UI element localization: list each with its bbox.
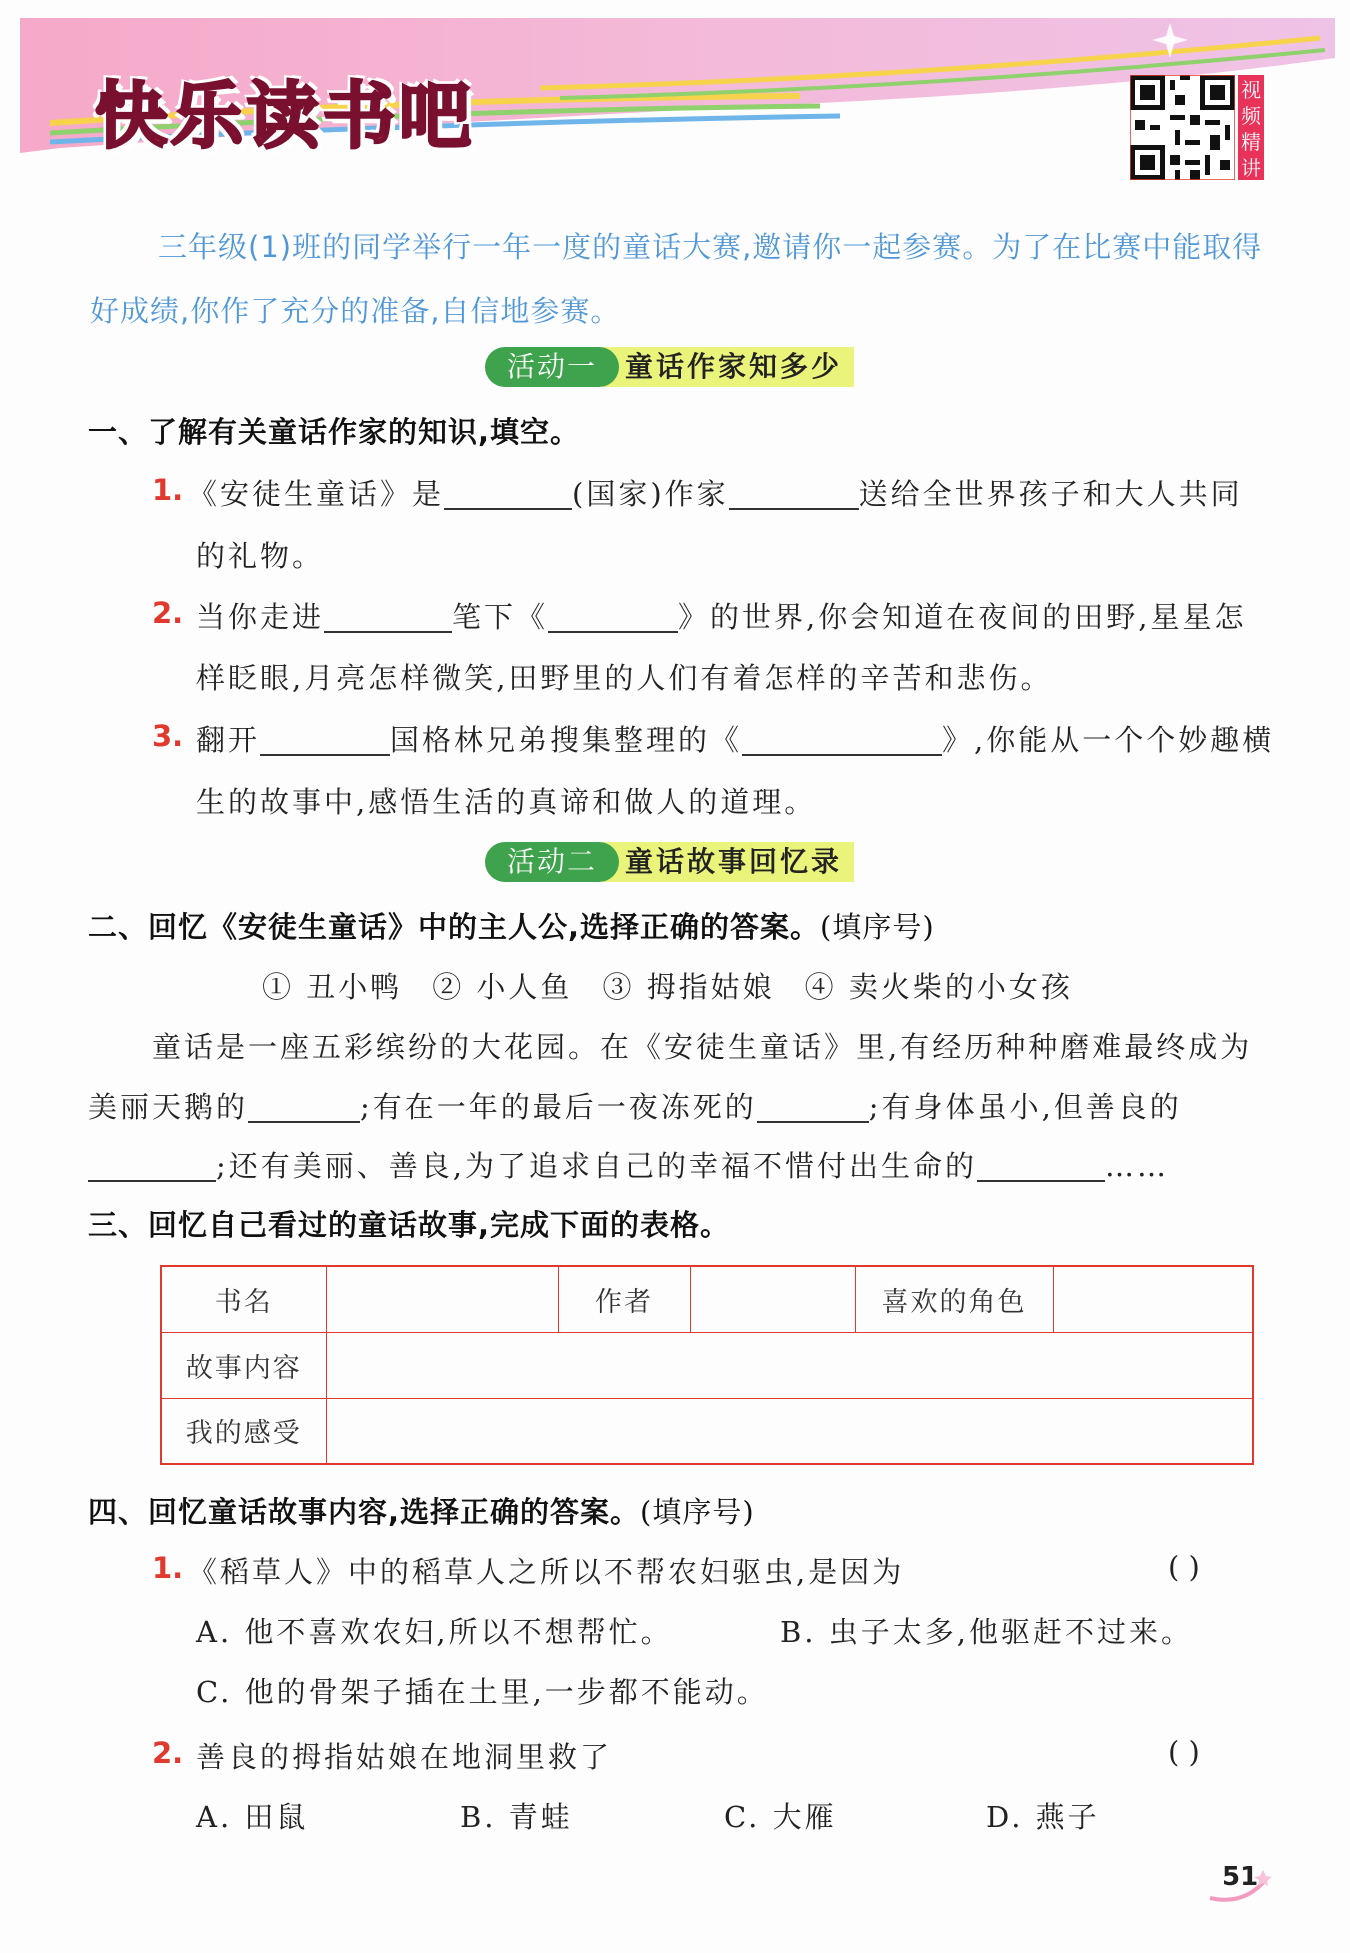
s4-q1-number: 1.: [152, 1551, 184, 1585]
s1-q1-text-c: 送给全世界孩子和大人共同: [858, 477, 1243, 511]
option-3: ③ 拇指姑娘: [602, 970, 775, 1004]
s2-blank-2[interactable]: [757, 1093, 869, 1123]
option-4: ④ 卖火柴的小女孩: [804, 970, 1073, 1004]
activity2-title: 童话故事回忆录: [603, 842, 854, 882]
s1-q2-blank-book[interactable]: [548, 603, 678, 633]
option-1: ① 丑小鸭: [262, 970, 403, 1004]
page-title: 快乐读书吧: [95, 74, 476, 158]
table-label-content: 故事内容: [161, 1332, 326, 1398]
s4-q2-stem: 善良的拇指姑娘在地洞里救了: [196, 1740, 613, 1774]
s4-q2-option-b: B. 青蛙: [460, 1800, 573, 1834]
s2-text-d: ;还有美丽、善良,为了追求自己的幸福不惜付出生命的: [216, 1149, 977, 1183]
table-input-feeling[interactable]: [326, 1398, 1253, 1464]
s1-q2-line1: [196, 595, 1246, 636]
section4-heading: [88, 1490, 755, 1531]
section2-heading-text: 二、回忆《安徒生童话》中的主人公,选择正确的答案。: [88, 910, 821, 944]
s1-q3-number: 3.: [152, 719, 184, 753]
s1-q3-text-c: 》,你能从一个个妙趣横: [942, 723, 1275, 757]
table-input-author[interactable]: [690, 1266, 855, 1332]
section2-options: [262, 965, 1073, 1006]
table-label-book: 书名: [161, 1266, 326, 1332]
s4-q2-option-c: C. 大雁: [724, 1800, 837, 1834]
s2-text-e: ……: [1105, 1149, 1169, 1183]
s2-paragraph-line1: 童话是一座五彩缤纷的大花园。在《安徒生童话》里,有经历种种磨难最终成为: [152, 1030, 1253, 1064]
s1-q2-text-c: 》的世界,你会知道在夜间的田野,星星怎: [678, 600, 1247, 634]
s1-q2-number: 2.: [152, 596, 184, 630]
section2-heading-note: (填序号): [820, 910, 935, 944]
s4-q1-option-a: A. 他不喜欢农妇,所以不想帮忙。: [196, 1615, 673, 1649]
s4-q2-option-a: A. 田鼠: [196, 1800, 309, 1834]
s4-q1-answer-paren[interactable]: ( ): [1168, 1550, 1200, 1584]
s2-paragraph-line2: [88, 1085, 1182, 1126]
intro-paragraph: 三年级(1)班的同学举行一年一度的童话大赛,邀请你一起参赛。为了在比赛中能取得好成绩,你作了充分的准备,自信地参赛。: [90, 230, 1263, 328]
activity1-tag: 活动一: [485, 347, 619, 387]
s1-q3-blank-country[interactable]: [260, 726, 390, 756]
s1-q1-line2: 的礼物。: [196, 539, 325, 573]
s1-q3-line1: [196, 718, 1274, 759]
s4-q2-number: 2.: [152, 1736, 184, 1770]
s2-text-c: ;有身体虽小,但善良的: [868, 1090, 1182, 1124]
s1-q3-text-b: 国格林兄弟搜集整理的《: [390, 723, 743, 757]
table-label-feeling: 我的感受: [161, 1398, 326, 1464]
table-input-content[interactable]: [326, 1332, 1253, 1398]
s1-q2-blank-author[interactable]: [324, 603, 452, 633]
s1-q1-number: 1.: [152, 473, 184, 507]
s1-q3-blank-book[interactable]: [742, 726, 942, 756]
option-2: ② 小人鱼: [432, 970, 573, 1004]
s2-blank-4[interactable]: [977, 1152, 1105, 1182]
s1-q1-text-a: 《安徒生童话》是: [188, 477, 445, 511]
s1-q2-text-a: 当你走进: [196, 600, 325, 634]
s2-blank-3[interactable]: [88, 1152, 216, 1182]
s1-q1-blank-country[interactable]: [444, 480, 572, 510]
activity1-banner: [485, 345, 854, 389]
table-label-role: 喜欢的角色: [855, 1266, 1053, 1332]
section1-heading: 一、了解有关童话作家的知识,填空。: [88, 415, 581, 449]
s1-q3-text-a: 翻开: [196, 723, 261, 757]
s2-text-a: 美丽天鹅的: [88, 1090, 249, 1124]
s1-q2-text-b: 笔下《: [452, 600, 549, 634]
s2-paragraph-line3: [88, 1144, 1169, 1185]
s4-q1-stem: 《稻草人》中的稻草人之所以不帮农妇驱虫,是因为: [188, 1555, 905, 1589]
s1-q1-text-b: (国家)作家: [572, 477, 729, 511]
page-number: 51: [1222, 1862, 1259, 1892]
table-label-author: 作者: [558, 1266, 690, 1332]
activity2-tag: 活动二: [485, 842, 619, 882]
s2-blank-1[interactable]: [248, 1093, 360, 1123]
s2-text-b: ;有在一年的最后一夜冻死的: [360, 1090, 757, 1124]
s4-q1-option-b: B. 虫子太多,他驱赶不过来。: [780, 1615, 1193, 1649]
s1-q2-line2: 样眨眼,月亮怎样微笑,田野里的人们有着怎样的辛苦和悲伤。: [196, 661, 1053, 695]
qr-video-label: 视频精讲: [1238, 75, 1264, 180]
story-table: [160, 1265, 1254, 1465]
section4-heading-note: (填序号): [640, 1495, 755, 1529]
s4-q2-answer-paren[interactable]: ( ): [1168, 1735, 1200, 1769]
s1-q1-blank-author[interactable]: [729, 480, 859, 510]
table-input-book[interactable]: [326, 1266, 558, 1332]
table-input-role[interactable]: [1053, 1266, 1253, 1332]
qr-code-icon[interactable]: [1130, 75, 1235, 180]
s4-q2-option-d: D. 燕子: [986, 1800, 1100, 1834]
activity1-title: 童话作家知多少: [603, 347, 854, 387]
s1-q1-line1: [188, 472, 1243, 513]
section2-heading: [88, 905, 935, 946]
s1-q3-line2: 生的故事中,感悟生活的真谛和做人的道理。: [196, 785, 817, 819]
activity2-banner: [485, 840, 854, 884]
section3-heading: 三、回忆自己看过的童话故事,完成下面的表格。: [88, 1208, 731, 1242]
section4-heading-text: 四、回忆童话故事内容,选择正确的答案。: [88, 1495, 641, 1529]
s4-q1-option-c: C. 他的骨架子插在土里,一步都不能动。: [196, 1675, 769, 1709]
